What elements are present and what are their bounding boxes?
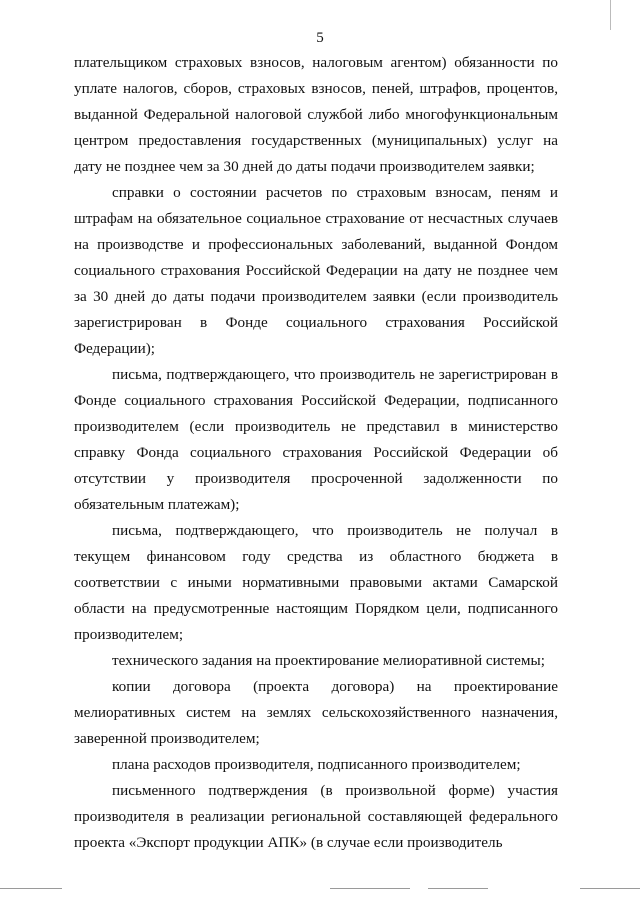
paragraph-technical-assignment: технического задания на проектирование мелиоративной системы; — [112, 652, 545, 669]
paragraph-not-registered-letter: письма, подтверждающего, что производитель не зарегистрирован в Фонде социального страхования Российской Федерации, подписанного производителем (если производитель не представил в министерство справку Фонда социального страхования Российской Федерации об отсутствии у производителя просроченной задолженности по обязательным платежам); — [74, 366, 558, 513]
paragraph-export-project-confirmation: письменного подтверждения (в произвольной форме) участия производителя в реализации региональной составляющей федерального проекта «Экспорт продукции АПК» (в случае если производитель — [74, 782, 558, 851]
bottom-rule-left — [0, 888, 62, 889]
bottom-rule-right — [580, 888, 640, 889]
bottom-rule-middle-right — [428, 888, 488, 889]
document-body — [74, 50, 558, 856]
scan-edge-mark — [610, 0, 611, 30]
paragraph-design-contract-copy: копии договора (проекта договора) на проектирование мелиоративных систем на землях сельскохозяйственного назначения, заверенной производителем; — [74, 678, 558, 747]
paragraph-tax-certificate-continuation: плательщиком страховых взносов, налоговым агентом) обязанности по уплате налогов, сборов, страховых взносов, пеней, штрафов, процентов, выданной Федеральной налоговой службой либо многофункциональным центром предоставления государственных (муниципальных) услуг на дату не позднее чем за 30 дней до даты подачи производителем заявки; — [74, 54, 558, 175]
bottom-rule-middle — [330, 888, 410, 889]
page-number: 5 — [316, 30, 324, 46]
paragraph-social-insurance-certificate: справки о состоянии расчетов по страховым взносам, пеням и штрафам на обязательное социальное страхование от несчастных случаев на производстве и профессиональных заболеваний, выданной Фондом социального страхования Российской Федерации на дату не позднее чем за 30 дней до даты подачи производителем заявки (если производитель зарегистрирован в Фонде социального страхования Российской Федерации); — [74, 184, 558, 357]
paragraph-no-regional-funds-letter: письма, подтверждающего, что производитель не получал в текущем финансовом году средства из областного бюджета в соответствии с иными нормативными правовыми актами Самарской области на предусмотренные настоящим Порядком цели, подписанного производителем; — [74, 522, 558, 643]
paragraph-expense-plan: плана расходов производителя, подписанного производителем; — [112, 756, 521, 773]
